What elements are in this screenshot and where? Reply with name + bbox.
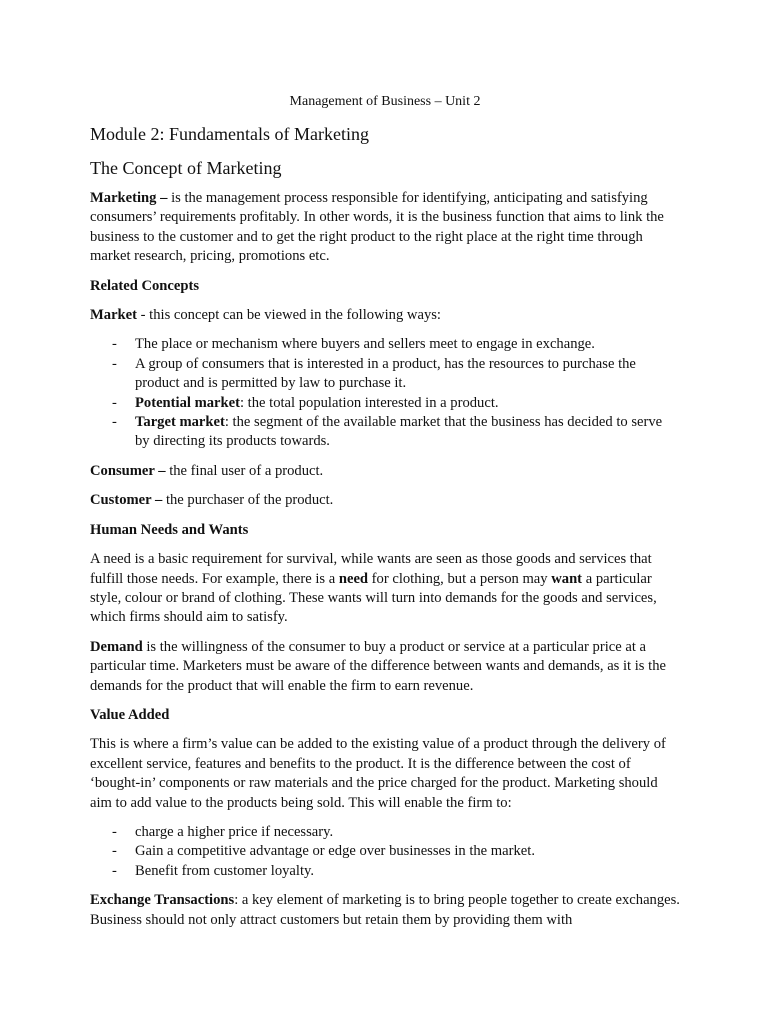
list-item-text: charge a higher price if necessary.: [135, 823, 334, 840]
needs-paragraph: [90, 550, 680, 628]
list-item: [90, 413, 680, 452]
list-item-text: Benefit from customer loyalty.: [135, 862, 314, 879]
list-item-term: Potential market: [135, 394, 240, 411]
list-item-text: Gain a competitive advantage or edge over businesses in the market.: [135, 843, 535, 860]
needs-text-2: for clothing, but a person may: [368, 570, 552, 587]
list-item: [90, 335, 680, 354]
consumer-definition: [90, 462, 680, 481]
demand-definition: [90, 638, 680, 696]
section-title: The Concept of Marketing: [90, 158, 282, 178]
exchange-term: Exchange Transactions: [90, 892, 235, 909]
exchange-text: : a key element of marketing is to bring people together to create exchanges. Business should not only attract customers but retain them by providing them with: [90, 892, 680, 928]
consumer-term: Consumer –: [90, 462, 166, 479]
list-item: [90, 862, 680, 881]
demand-term: Demand: [90, 638, 143, 655]
list-item: [90, 355, 680, 394]
customer-term: Customer –: [90, 492, 163, 509]
wants-term: want: [551, 570, 583, 587]
list-item-text: : the total population interested in a product.: [239, 394, 499, 411]
needs-heading: Human Needs and Wants: [90, 521, 249, 538]
value-added-heading: Value Added: [90, 706, 170, 723]
list-item: [90, 842, 680, 861]
marketing-term: Marketing –: [90, 190, 168, 206]
marketing-text: is the management process responsible for identifying, anticipating and satisfying consumers’ requirements profitably. In other words, it is the business function that aims to link the business to the customer and to get the right product to the right place at the right time through market research, pricing, promotions etc.: [90, 190, 664, 265]
customer-text: the purchaser of the product.: [162, 492, 334, 509]
list-bullet: -: [112, 355, 117, 372]
list-item: [90, 394, 680, 413]
market-text: - this concept can be viewed in the following ways:: [137, 307, 441, 324]
page-header: Management of Business – Unit 2: [289, 94, 481, 109]
list-bullet: -: [112, 414, 117, 431]
needs-term: need: [338, 570, 369, 587]
list-item-text: A group of consumers that is interested in a product, has the resources to purchase the product and is permitted by law to purchase it.: [135, 355, 636, 392]
list-bullet: -: [112, 394, 117, 411]
list-bullet: -: [112, 843, 117, 860]
page-content: [90, 93, 680, 940]
exchange-paragraph: [90, 891, 680, 930]
market-definition: [90, 306, 680, 325]
customer-definition: [90, 491, 680, 510]
list-item-text: The place or mechanism where buyers and sellers meet to engage in exchange.: [135, 336, 595, 353]
list-item: [90, 823, 680, 842]
list-bullet: -: [112, 823, 117, 840]
demand-text: is the willingness of the consumer to buy a product or service at a particular price at a particular time. Marketers must be aware of the difference between wants and demands, as it is the demands for the product that will enable the firm to earn revenue.: [90, 638, 666, 694]
list-item-text: : the segment of the available market that the business has decided to serve by directing its products towards.: [135, 414, 663, 450]
module-title: Module 2: Fundamentals of Marketing: [90, 124, 369, 144]
needs-text-3: a particular style, colour or brand of clothing. These wants will turn into demands for the goods and services, which firms should aim to satisfy.: [90, 570, 657, 626]
market-list: [90, 335, 680, 451]
list-item-term: Target market: [135, 414, 225, 431]
list-bullet: -: [112, 336, 117, 353]
marketing-definition: [90, 189, 680, 267]
needs-text-1: A need is a basic requirement for survival, while wants are seen as those goods and services that fulfill those needs. For example, there is a: [90, 551, 652, 587]
market-term: Market: [90, 307, 138, 324]
consumer-text: the final user of a product.: [165, 462, 324, 479]
related-concepts-heading: Related Concepts: [90, 277, 200, 294]
value-list: [90, 823, 680, 881]
list-bullet: -: [112, 862, 117, 879]
value-added-paragraph: This is where a firm’s value can be added to the existing value of a product through the delivery of excellent service, features and benefits to the product. It is the difference between the cost of ‘bought-in’ components or raw materials and the price charged for the product. Marketing should aim to add value to the products being sold. This will enable the firm to:: [90, 736, 666, 811]
